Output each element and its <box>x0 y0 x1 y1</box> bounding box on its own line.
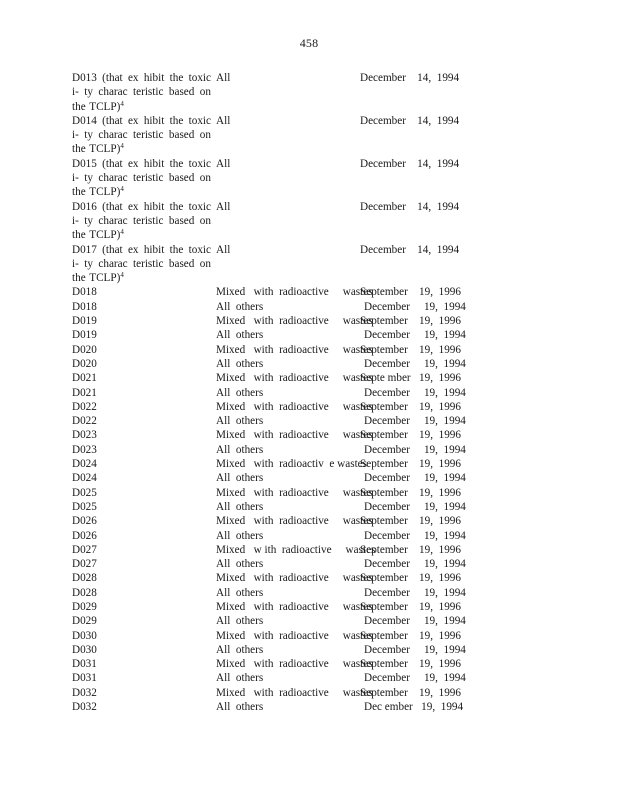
effective-date-cell: September 19, 1996 <box>360 458 461 471</box>
waste-type-cell: All others <box>216 500 264 513</box>
table-row <box>72 386 542 400</box>
effective-date-cell: December 19, 1994 <box>364 472 466 485</box>
effective-date-cell: December 19, 1994 <box>364 643 466 656</box>
waste-code-cell: D023 <box>72 429 97 442</box>
footnote-marker: 4 <box>120 271 124 280</box>
effective-date-cell: December 19, 1994 <box>364 443 466 456</box>
effective-date-cell: December 14, 1994 <box>360 243 460 256</box>
effective-date-cell: December 14, 1994 <box>360 114 460 127</box>
waste-code-cell: D024 <box>72 472 97 485</box>
waste-type-cell: All others <box>216 300 264 313</box>
waste-code-cell: D018 <box>72 300 97 313</box>
waste-type-cell: Mixed with radioactive wastes <box>216 686 373 699</box>
table-row <box>72 600 542 614</box>
waste-type-cell: All others <box>216 672 264 685</box>
waste-code-cell: D023 <box>72 443 97 456</box>
effective-date-cell: September 19, 1996 <box>360 429 461 442</box>
waste-type-cell: All others <box>216 329 264 342</box>
waste-type-cell: Mixed with radioactive wastes <box>216 486 373 499</box>
effective-date-cell: September 19, 1996 <box>360 629 461 642</box>
waste-code-cell: D015 (that ex hibit the toxic i- ty charac teristic based on the TCLP)$^4$ <box>72 157 211 199</box>
waste-type-cell: All <box>216 72 231 84</box>
effective-date-cell: September 19, 1996 <box>360 515 461 528</box>
waste-type-cell: All others <box>216 615 264 628</box>
waste-type-cell: All others <box>216 472 264 485</box>
effective-date-cell: December 14, 1994 <box>360 72 460 84</box>
table-row <box>72 243 542 286</box>
effective-date-cell: Dec ember 19, 1994 <box>364 701 464 714</box>
waste-code-cell: D029 <box>72 600 97 613</box>
waste-code-cell: D027 <box>72 543 97 556</box>
waste-code-cell: D027 <box>72 558 97 571</box>
waste-type-cell: Mixed with radioactive wastes <box>216 629 373 642</box>
waste-type-cell: Mixed with radioactive wastes <box>216 372 373 385</box>
waste-type-cell: All others <box>216 529 264 542</box>
table-row <box>72 371 542 385</box>
waste-code-cell: D028 <box>72 586 97 599</box>
waste-code-cell: D026 <box>72 515 97 528</box>
waste-type-cell: All others <box>216 701 264 714</box>
effective-date-cell: December 19, 1994 <box>364 586 466 599</box>
effective-date-cell: Septe mber 19, 1996 <box>360 372 461 385</box>
table-row <box>72 414 542 428</box>
table-row <box>72 529 542 543</box>
table-row <box>72 471 542 485</box>
waste-type-cell: Mixed with radioactive wastes <box>216 600 373 613</box>
effective-date-cell: September 19, 1996 <box>360 543 461 556</box>
effective-date-cell: December 19, 1994 <box>364 529 466 542</box>
effective-date-cell: December 19, 1994 <box>364 500 466 513</box>
waste-type-cell: Mixed with radioactive wastes <box>216 572 373 585</box>
footnote-marker: 4 <box>120 99 124 108</box>
waste-type-cell: Mixed with radioactive wastes <box>216 400 373 413</box>
waste-code-cell: D025 <box>72 486 97 499</box>
table-row <box>72 343 542 357</box>
waste-type-cell: All <box>216 114 231 127</box>
table-row <box>72 657 542 671</box>
table-row <box>72 200 542 243</box>
waste-type-cell: All others <box>216 357 264 370</box>
waste-code-cell: D014 (that ex hibit the toxic i- ty charac teristic based on the TCLP)$^4$ <box>72 114 211 156</box>
effective-date-cell: December 19, 1994 <box>364 558 466 571</box>
effective-date-cell: September 19, 1996 <box>360 600 461 613</box>
effective-date-cell: December 19, 1994 <box>364 615 466 628</box>
waste-type-cell: Mixed with radioactive wastes <box>216 515 373 528</box>
waste-code-cell: D028 <box>72 572 97 585</box>
waste-code-cell: D026 <box>72 529 97 542</box>
waste-code-cell: D016 (that ex hibit the toxic i- ty charac teristic based on the TCLP)$^4$ <box>72 200 211 242</box>
table-row <box>72 629 542 643</box>
effective-date-cell: December 19, 1994 <box>364 386 466 399</box>
waste-code-cell: D019 <box>72 329 97 342</box>
waste-code-cell: D022 <box>72 400 97 413</box>
waste-code-cell: D030 <box>72 643 97 656</box>
waste-type-cell: All <box>216 243 231 256</box>
table-row <box>72 614 542 628</box>
table-row <box>72 443 542 457</box>
waste-code-cell: D018 <box>72 286 97 299</box>
waste-type-cell: All others <box>216 643 264 656</box>
effective-date-cell: September 19, 1996 <box>360 486 461 499</box>
effective-date-cell: December 19, 1994 <box>364 329 466 342</box>
table-row <box>72 157 542 200</box>
table-row <box>72 671 542 685</box>
effective-date-cell: December 19, 1994 <box>364 415 466 428</box>
table-row <box>72 586 542 600</box>
waste-type-cell: All others <box>216 586 264 599</box>
footnote-marker: 4 <box>120 228 124 237</box>
effective-date-cell: December 19, 1994 <box>364 357 466 370</box>
waste-code-cell: D020 <box>72 343 97 356</box>
waste-code-cell: D031 <box>72 658 97 671</box>
waste-code-cell: D029 <box>72 615 97 628</box>
waste-code-cell: D017 (that ex hibit the toxic i- ty charac teristic based on the TCLP)$^4$ <box>72 243 211 285</box>
waste-type-cell: Mixed w ith radioactive wastes <box>216 543 376 556</box>
waste-type-cell: Mixed with radioactive wastes <box>216 429 373 442</box>
table-row <box>72 486 542 500</box>
table-row <box>72 328 542 342</box>
effective-date-cell: December 19, 1994 <box>364 672 466 685</box>
waste-code-cell: D025 <box>72 500 97 513</box>
effective-date-cell: September 19, 1996 <box>360 658 461 671</box>
table-row <box>72 357 542 371</box>
effective-date-cell: December 14, 1994 <box>360 200 460 213</box>
table-row <box>72 457 542 471</box>
waste-type-cell: All others <box>216 443 264 456</box>
table-row <box>72 500 542 514</box>
effective-date-cell: September 19, 1996 <box>360 400 461 413</box>
waste-type-cell: Mixed with radioactive wastes <box>216 343 373 356</box>
waste-type-cell: All others <box>216 415 264 428</box>
waste-type-cell: Mixed with radioactiv e wastes <box>216 458 367 471</box>
effective-date-cell: September 19, 1996 <box>360 572 461 585</box>
waste-type-cell: Mixed with radioactive wastes <box>216 315 373 328</box>
waste-code-cell: D030 <box>72 629 97 642</box>
waste-code-cell: D031 <box>72 672 97 685</box>
waste-code-cell: D024 <box>72 458 97 471</box>
effective-date-cell: September 19, 1996 <box>360 315 461 328</box>
table-row <box>72 400 542 414</box>
table-row <box>72 300 542 314</box>
table-row <box>72 571 542 585</box>
waste-type-cell: All others <box>216 386 264 399</box>
waste-code-cell: D019 <box>72 315 97 328</box>
waste-code-cell: D032 <box>72 701 97 714</box>
waste-type-cell: All others <box>216 558 264 571</box>
waste-type-cell: Mixed with radioactive wastes <box>216 286 373 299</box>
waste-code-cell: D032 <box>72 686 97 699</box>
table-row <box>72 643 542 657</box>
effective-date-cell: December 14, 1994 <box>360 157 460 170</box>
waste-code-cell: D013 (that ex hibit the toxic i- ty charac teristic based on the TCLP)$^4$ <box>72 72 211 113</box>
waste-code-cell: D021 <box>72 372 97 385</box>
waste-code-cell: D020 <box>72 357 97 370</box>
table-row <box>72 557 542 571</box>
waste-code-cell: D022 <box>72 415 97 428</box>
table-row <box>72 71 542 114</box>
effective-dates-table <box>72 71 542 714</box>
table-row <box>72 686 542 700</box>
table-row <box>72 514 542 528</box>
effective-date-cell: September 19, 1996 <box>360 686 461 699</box>
waste-type-cell: All <box>216 157 231 170</box>
footnote-marker: 4 <box>120 185 124 194</box>
effective-date-cell: September 19, 1996 <box>360 343 461 356</box>
footnote-marker: 4 <box>120 142 124 151</box>
table-row <box>72 428 542 442</box>
page-number: 458 <box>299 36 319 50</box>
effective-date-cell: September 19, 1996 <box>360 286 461 299</box>
table-row <box>72 314 542 328</box>
effective-date-cell: December 19, 1994 <box>364 300 466 313</box>
waste-type-cell: Mixed with radioactive wastes <box>216 658 373 671</box>
waste-type-cell: All <box>216 200 231 213</box>
table-row <box>72 700 542 714</box>
table-row <box>72 285 542 299</box>
table-row <box>72 543 542 557</box>
waste-code-cell: D021 <box>72 386 97 399</box>
table-row <box>72 114 542 157</box>
